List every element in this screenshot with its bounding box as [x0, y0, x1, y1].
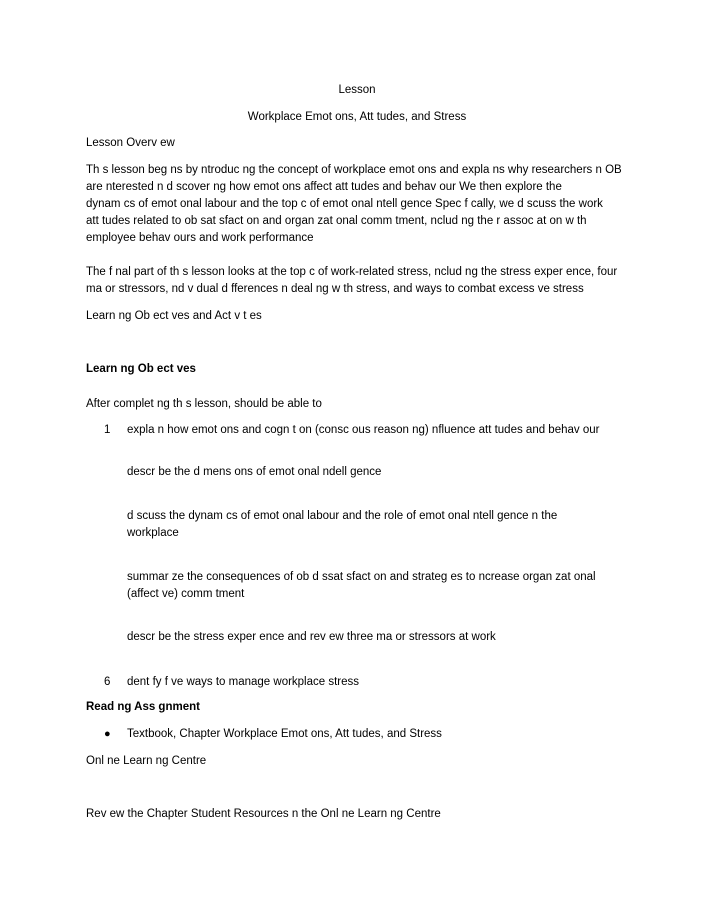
paragraph-line: The f nal part of th s lesson looks at the top c of work-related stress, nclud ng the stress exper ence, four — [86, 266, 618, 278]
paragraph-line: Th s lesson beg ns by ntroduc ng the concept of workplace emot ons and expla ns why researchers n OB — [86, 164, 622, 176]
objectives-intro: After complet ng th s lesson, should be able to — [86, 398, 322, 410]
list-item-text: dent fy f ve ways to manage workplace stress — [127, 676, 360, 688]
overview-heading: Lesson Overv ew — [86, 137, 175, 149]
list-item-text: workplace — [127, 527, 179, 539]
paragraph-line: ma or stressors, nd v dual d fferences n deal ng w th stress, and ways to combat excess ve stress — [86, 283, 584, 295]
olc-heading: Onl ne Learn ng Centre — [86, 755, 207, 767]
objectives-heading: Learn ng Ob ect ves — [86, 363, 196, 375]
paragraph-line: employee behav ours and work performance — [86, 232, 314, 244]
paragraph-line: dynam cs of emot onal labour and the top c of emot onal ntell gence Spec f cally, we d scuss the work — [86, 198, 603, 210]
lesson-heading: Lesson — [338, 84, 376, 96]
paragraph-line: att tudes related to ob sat sfact on and organ zat onal comm tment, nclud ng the r assoc at on w th — [86, 215, 587, 227]
list-item-text: descr be the stress exper ence and rev ew three ma or stressors at work — [127, 631, 496, 643]
list-number: 1 — [104, 424, 111, 436]
paragraph-line: are nterested n d scover ng how emot ons affect att tudes and behav our We then explore the — [86, 181, 562, 193]
list-item-text: expla n how emot ons and cogn t on (consc ous reason ng) nfluence att tudes and behav our — [127, 424, 600, 436]
list-item-text: d scuss the dynam cs of emot onal labour and the role of emot onal ntell gence n the — [127, 510, 558, 522]
review-line: Rev ew the Chapter Student Resources n the Onl ne Learn ng Centre — [86, 808, 441, 820]
objectives-activities-heading: Learn ng Ob ect ves and Act v t es — [86, 310, 262, 322]
lesson-title: Workplace Emot ons, Att tudes, and Stress — [247, 111, 467, 123]
reading-heading: Read ng Ass gnment — [86, 701, 200, 713]
reading-item: Textbook, Chapter Workplace Emot ons, Att tudes, and Stress — [127, 728, 442, 740]
bullet-icon: ● — [104, 728, 111, 740]
list-item-text: descr be the d mens ons of emot onal ndell gence — [127, 466, 382, 478]
list-item-text: (affect ve) comm tment — [127, 588, 245, 600]
list-number: 6 — [104, 676, 111, 688]
list-item-text: summar ze the consequences of ob d ssat sfact on and strateg es to ncrease organ zat onal — [127, 571, 596, 583]
